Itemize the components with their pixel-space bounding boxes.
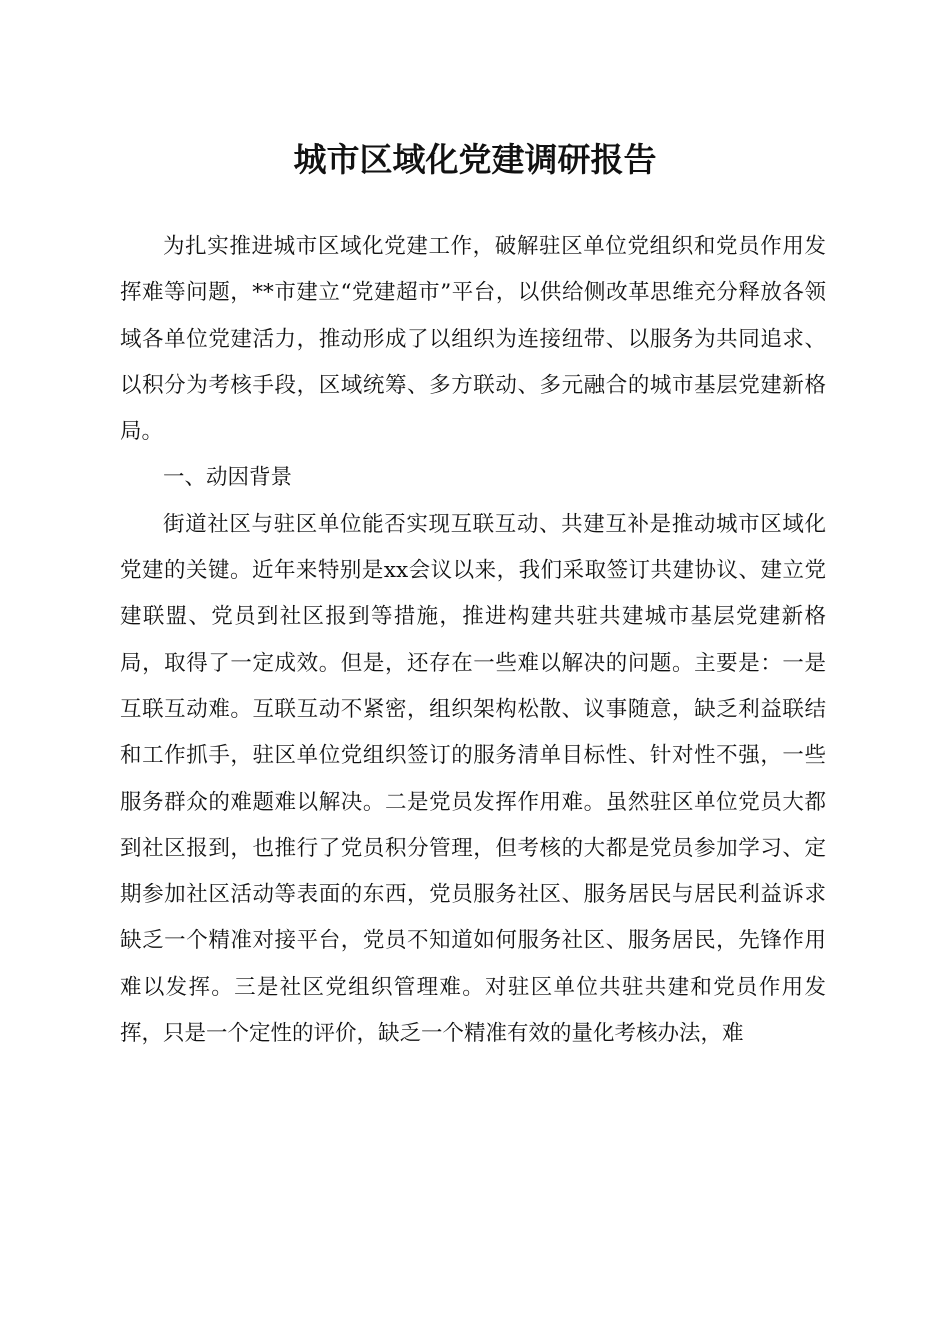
section-heading-background: 一、动因背景 [163,465,293,491]
document-body [120,224,826,1057]
section-paragraph-background: 街道社区与驻区单位能否实现互联互动、共建互补是推动城市区域化党建的关键。近年来特别是xx会议以来，我们采取签订共建协议、建立党建联盟、党员到社区报到等措施，推进构建共驻共建城市基层党建新格局，取得了一定成效。但是，还存在一些难以解决的问题。主要是：一是互联互动难。互联互动不紧密，组织架构松散、议事随意，缺乏利益联结和工作抓手，驻区单位党组织签订的服务清单目标性、针对性不强，一些服务群众的难题难以解决。二是党员发挥作用难。虽然驻区单位党员大都到社区报到，也推行了党员积分管理，但考核的大都是党员参加学习、定期参加社区活动等表面的东西，党员服务社区、服务居民与居民利益诉求缺乏一个精准对接平台，党员不知道如何服务社区、服务居民，先锋作用难以发挥。三是社区党组织管理难。对驻区单位共驻共建和党员作用发挥，只是一个定性的评价，缺乏一个精准有效的量化考核办法，难 [120,511,826,1047]
document-title: 城市区域化党建调研报告 [293,140,657,179]
intro-paragraph: 为扎实推进城市区域化党建工作，破解驻区单位党组织和党员作用发挥难等问题，**市建立“党建超市”平台，以供给侧改革思维充分释放各领域各单位党建活力，推动形成了以组织为连接纽带、以服务为共同追求、以积分为考核手段，区域统筹、多方联动、多元融合的城市基层党建新格局。 [120,234,826,445]
